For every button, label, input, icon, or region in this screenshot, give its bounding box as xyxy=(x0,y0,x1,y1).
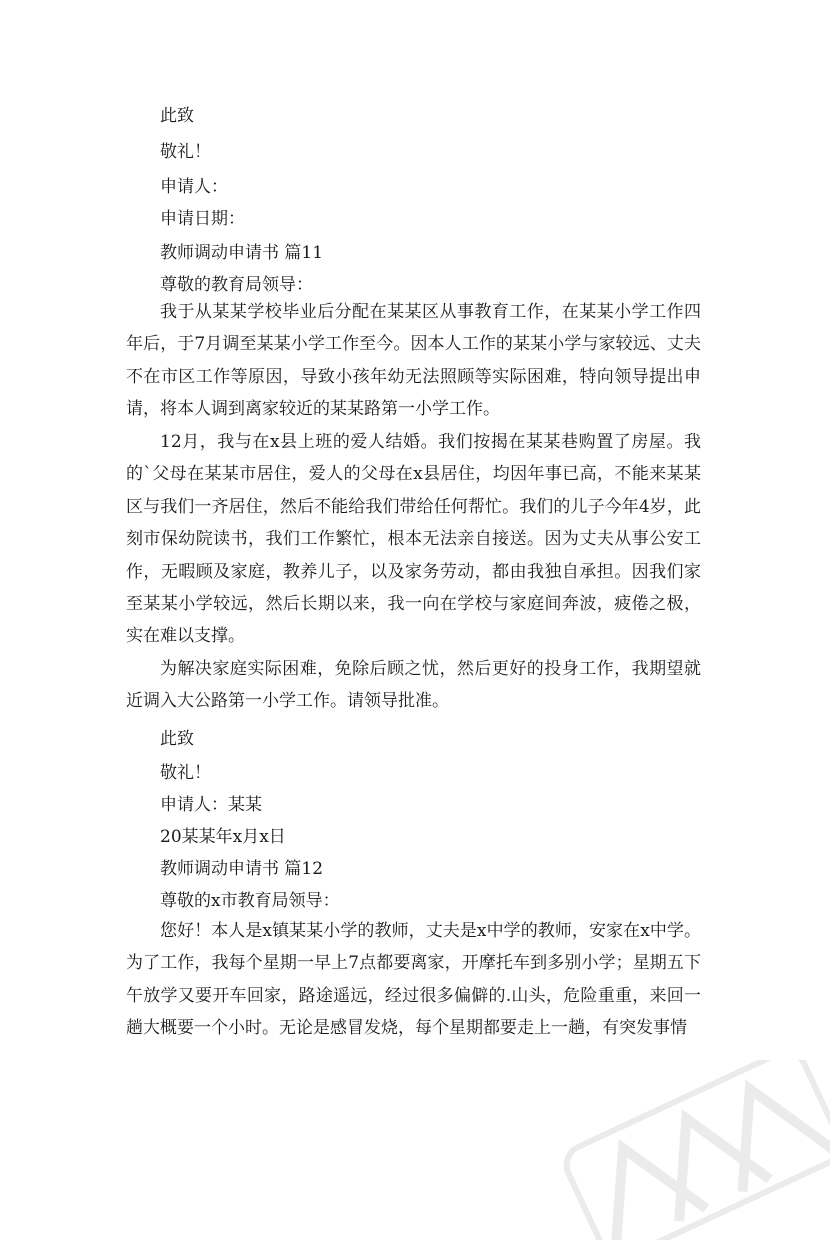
letter-11-paragraph-3: 为解决家庭实际困难，免除后顾之忧，然后更好的投身工作，我期望就近调入大公路第一小学工作。请领导批准。 xyxy=(126,659,701,712)
letter-11-paragraph-2: 12月，我与在x县上班的爱人结婚。我们按揭在某某巷购置了房屋。我的`父母在某某市居住，爱人的父母在x县居住，均因年事已高，不能来某某区与我们一齐居住，然后不能给我们带给任何帮忙。我们的儿子今年4岁，此刻市保幼院读书，我们工作繁忙，根本无法亲自接送。因为丈夫从事公安工作，无暇顾及家庭，教养儿子，以及家务劳动，都由我独自承担。因我们家至某某小学较远，然后长期以来，我一向在学校与家庭间奔波，疲倦之极，实在难以支撑。 xyxy=(126,432,701,647)
letter-11-salutation: 此致 xyxy=(160,729,194,749)
applicant-label: 申请人： xyxy=(160,177,228,197)
watermark-logo-icon xyxy=(540,1060,830,1240)
closing-salutation: 此致 xyxy=(160,106,194,126)
letter-12-paragraph-1: 您好！本人是x镇某某小学的教师，丈夫是x中学的教师，安家在x中学。为了工作，我每个星期一早上7点都要离家，开摩托车到多别小学；星期五下午放学又要开车回家，路途遥远，经过很多偏僻的.山头，危险重重，来回一趟大概要一个小时。无论是感冒发烧，每个星期都要走上一趟，有突发事情 xyxy=(126,921,701,1039)
letter-11-paragraph-1: 我于从某某学校毕业后分配在某某区从事教育工作，在某某小学工作四年后，于7月调至某某小学工作至今。因本人工作的某某小学与家较远、丈夫不在市区工作等原因，导致小孩年幼无法照顾等实际困难，特向领导提出申请，将本人调到离家较近的某某路第一小学工作。 xyxy=(126,302,701,420)
letter-12-greeting: 尊敬的x市教育局领导： xyxy=(160,891,340,911)
letter-11-regards: 敬礼！ xyxy=(160,763,211,783)
application-date-label: 申请日期： xyxy=(160,209,245,229)
letter-11-greeting: 尊敬的教育局领导： xyxy=(160,275,313,295)
closing-regards: 敬礼！ xyxy=(160,142,211,162)
letter-11-applicant: 申请人：某某 xyxy=(160,795,262,815)
letter-11-title: 教师调动申请书 篇11 xyxy=(160,243,324,263)
letter-12-title: 教师调动申请书 篇12 xyxy=(160,859,324,879)
letter-11-date: 20某某年x月x日 xyxy=(160,827,286,847)
